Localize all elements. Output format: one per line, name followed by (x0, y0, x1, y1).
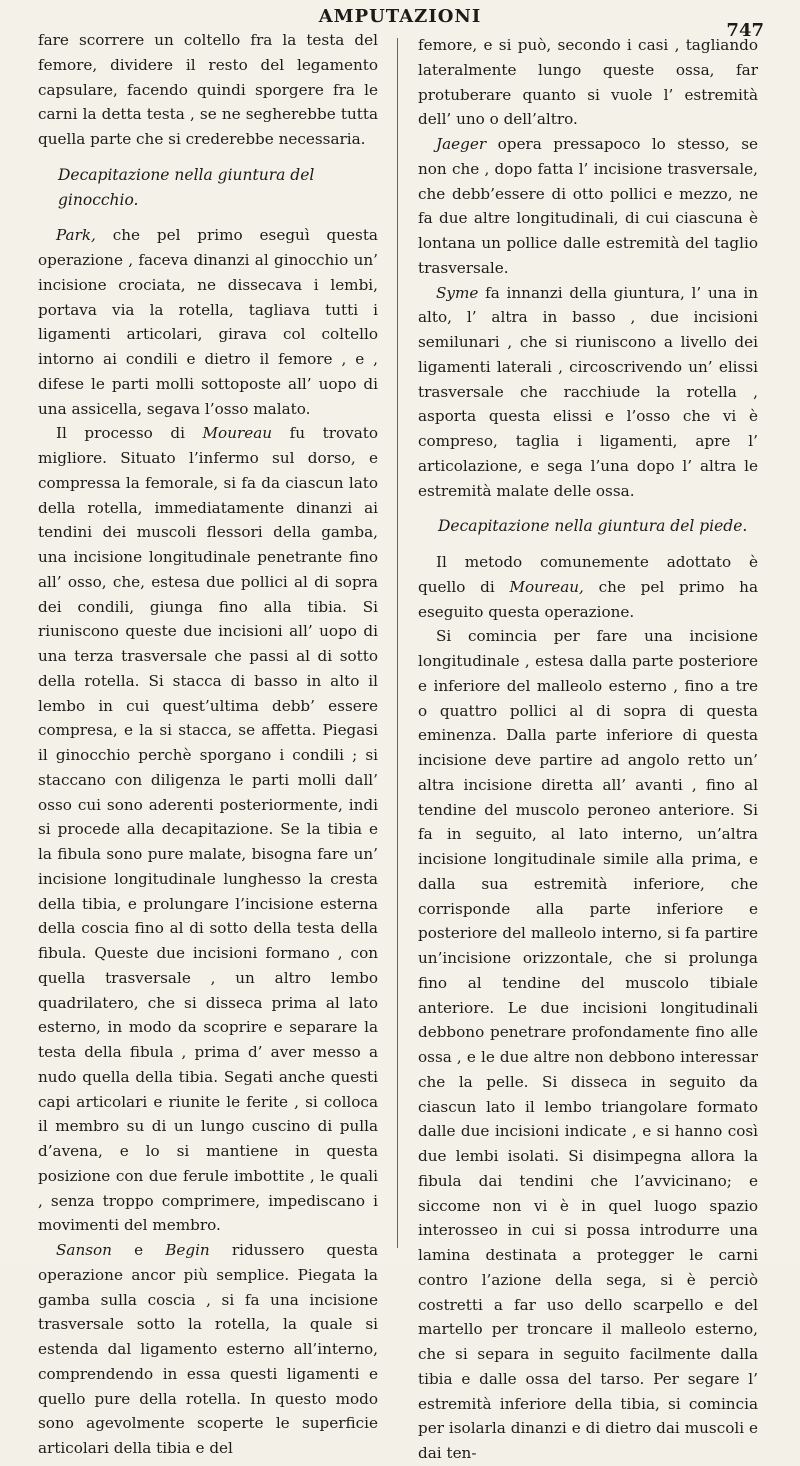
author-name: Moureau (202, 424, 273, 443)
author-name: Syme (436, 283, 479, 302)
paragraph (418, 550, 758, 624)
column-divider (397, 38, 398, 1248)
paragraph-text: Il metodo comunemente adottato è quello di (418, 553, 758, 596)
author-name: Park, (56, 226, 96, 245)
author-name: Sanson (56, 1241, 112, 1259)
paragraph: fare scorrere un coltello fra la testa del femore, dividere il resto del legamento capsulare, facendo quindi sporgere fra le carni la detta testa , se ne segherebbe tutta quella parte che si crederebbe necessaria. (38, 31, 378, 148)
author-name: Moureau, (509, 577, 584, 596)
paragraph-text: fa innanzi della giuntura, l’ una in alto, l’ altra in basso , due incisioni semilunari , che si riuniscono a livello dei ligamenti laterali , circoscrivendo un’ elissi trasversale che racchiude la rotella , asporta questa elissi e l’osso che vi è compreso, taglia i ligamenti, apre l’ articolazione, e sega l’una dopo l’ altra le estremità malate delle ossa. (418, 283, 758, 500)
author-name: Begin (165, 1241, 210, 1259)
paragraph (418, 281, 758, 504)
paragraph-text: che pel primo eseguì questa operazione , faceva dinanzi al ginocchio un’ incisione crociata, ne dissecava i lembi, portava via la rotella, tagliava tutti i ligamenti articolari, girava col coltello intorno ai condili e dietro il femore , e , difese le parti molli sottoposte all’ uopo di una assicella, segava l’osso malato. (38, 226, 378, 418)
paragraph-text: che pel primo ha eseguito questa operazione. (418, 577, 758, 621)
paragraph-text: e (111, 1241, 166, 1259)
paragraph (38, 223, 378, 421)
paragraph: femore, e si può, secondo i casi , tagliando lateralmente lungo queste ossa, far protuberare quanto si vuole l’ estremità dell’ uno o dell’altro. (418, 36, 758, 129)
paragraph: Si comincia per fare una incisione longitudinale , estesa dalla parte posteriore e inferiore del malleolo esterno , fino a tre o quattro pollici al di sopra di questa eminenza. Dalla parte inferiore di questa incisione deve partire ad angolo retto un’ altra incisione diretta all’ avanti , fino al tendine del muscolo peroneo anteriore. Si fa in seguito, al lato interno, un’altra incisione longitudinale simile alla prima, e dalla sua estremità inferiore, che corrisponde alla parte inferiore e posteriore del malleolo interno, si fa partire un’incisione orizzontale, che si prolunga fino al tendine del muscolo tibiale anteriore. Le due incisioni longitudinali debbono penetrare profondamente fino alle ossa , e le due altre non debbono interessar che la pelle. Si disseca in seguito da ciascun lato il lembo triangolare formato dalle due incisioni indicate , e si hanno così due lembi isolati. Si disimpegna allora la fibula dai tendini che l’avvicinano; e siccome non vi è in quel luogo spazio interosseo in cui si possa introdurre una lamina destinata a protegger le carni contro l’azione della sega, si è perciò costretti a far uso dello scarpello e del martello per troncare il malleolo esterno, che si separa in seguito facilmente dalla tibia e dalle ossa del tarso. Per segare l’ estremità inferiore della tibia, si comincia per isolarla dinanzi e di dietro dai muscoli e dai ten- (418, 627, 758, 1462)
section-heading: Decapitazione nella giuntura del ginocchio. (58, 165, 315, 209)
left-column (38, 28, 378, 1461)
running-title: AMPUTAZIONI (318, 6, 482, 27)
paragraph (418, 132, 758, 281)
paragraph-text: Il processo di (56, 424, 203, 443)
author-name: Jaeger (436, 135, 487, 153)
paragraph (38, 1238, 378, 1461)
page-number: 747 (726, 20, 764, 41)
paragraph-text: fu trovato migliore. Situato l’infermo sul dorso, e compressa la femorale, si fa da ciascun lato della rotella, immediatamente dinanzi ai tendini dei muscoli flessori della gamba, una incisione longitudinale penetrante fino all’ osso, che, estesa due pollici al di sopra dei condili, giunga fino alla tibia. Si riuniscono queste due incisioni all’ uopo di una terza trasversale che passi al di sotto della rotella. Si stacca di basso in alto il lembo in cui quest’ultima debb’ essere compresa, e la si stacca, se affetta. Piegasi il ginocchio perchè sporgano i condili ; si staccano con diligenza le parti molli dall’ osso cui sono aderenti posteriormente, indi si procede alla decapitazione. Se la tibia e la fibula sono pure malate, bisogna fare un’ incisione longitudinale lunghesso la cresta della tibia, e prolungare l’incisione esterna della coscia fino al di sotto della testa della fibula. Queste due incisioni formano , con quella trasversale , un altro lembo quadrilatero, che si disseca prima al lato esterno, in modo da scoprire e separare la testa della fibula , prima d’ aver messo a nudo quella della tibia. Segati anche questi capi articolari e riunite le ferite , si colloca il membro su di un lungo cuscino di pulla d’avena, e lo si mantiene in questa posizione con due ferule imbottite , le quali , senza troppo comprimere, impediscano i movimenti del membro. (38, 424, 378, 1235)
section-heading: Decapitazione nella giuntura del piede. (438, 517, 748, 536)
paragraph-text: opera pressapoco lo stesso, se non che , dopo fatta l’ incisione trasversale, che debb’essere di otto pollici e mezzo, ne fa due altre longitudinali, di cui ciascuna è lontana un pollice dalle estremità del taglio trasversale. (418, 135, 758, 277)
paragraph (38, 421, 378, 1238)
right-column (418, 33, 758, 1466)
paragraph-text: ridussero questa operazione ancor più semplice. Piegata la gamba sulla coscia , si fa una incisione trasversale sotto la rotella, la quale si estenda dal ligamento esterno all’interno, comprendendo in essa questi ligamenti e quello pure della rotella. In questo modo sono agevolmente scoperte le superficie articolari della tibia e del (38, 1241, 378, 1457)
